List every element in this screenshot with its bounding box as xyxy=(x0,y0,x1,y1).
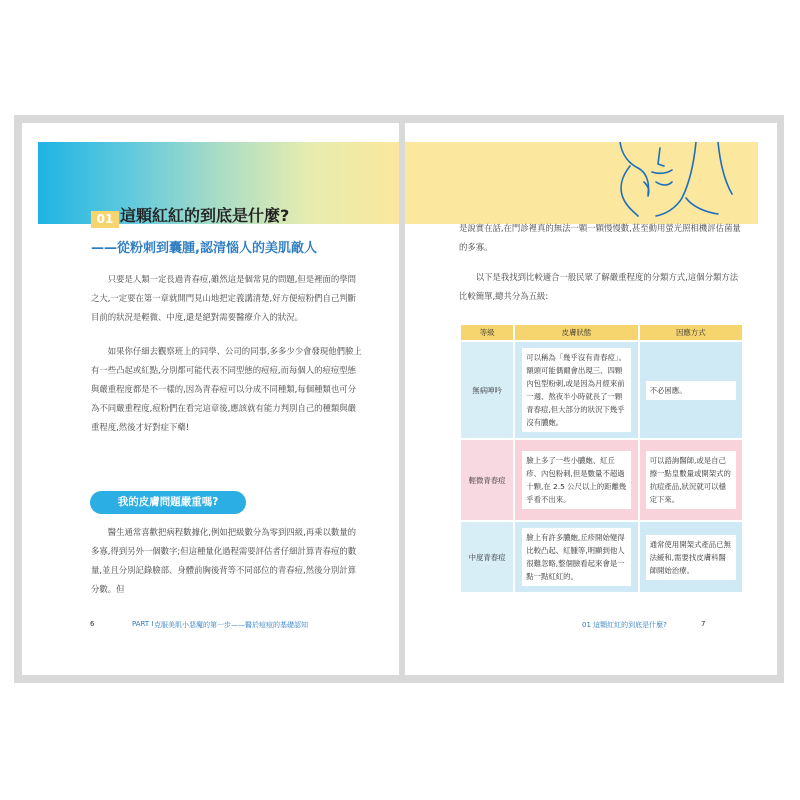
section-subtitle: ——從粉刺到囊腫,認清惱人的美肌敵人 xyxy=(91,241,317,256)
chapter-title: 克服美肌小惡魔的第一步——醫於痘痘的基礎認知 xyxy=(154,621,308,629)
page-number: 7 xyxy=(701,620,706,628)
section-title: 這顆紅紅的到底是什麼? xyxy=(120,206,290,225)
table-header-skin-condition: 皮膚狀態 xyxy=(514,325,638,341)
table-row xyxy=(461,439,742,521)
question-pill-heading: 我的皮膚問題嚴重嗎? xyxy=(90,491,246,514)
level-cell: 無病呻吟 xyxy=(461,341,514,439)
description-text: 可以稱為「幾乎沒有青春痘」。額頭可能偶爾會出現三、四顆內包型粉刺,或是因為月經來前一週、熬夜半小時就長了一顆青春痘,但大部分的狀況下幾乎沒有膿皰。 xyxy=(522,348,630,432)
level-cell: 輕微青春痘 xyxy=(461,439,514,521)
footer-section-title: 這顆紅紅的到底是什麼? xyxy=(593,621,667,629)
table-row xyxy=(461,341,742,439)
handling-text: 可以諮詢醫師,或是自己擦一點皇數量或開架式的抗痘產品,狀況就可以穩定下來。 xyxy=(646,451,736,509)
handling-text: 不必困應。 xyxy=(646,381,736,400)
page-number: 6 xyxy=(90,620,95,628)
table-header-handling: 因應方式 xyxy=(639,325,742,341)
section-number-badge: 01 xyxy=(91,211,119,228)
handling-text: 通常使用開架式產品已無法緩和,需要找皮膚科醫師開始治療。 xyxy=(646,535,736,580)
part-label: PART I xyxy=(132,620,154,628)
right-page xyxy=(405,123,777,675)
footer-section-number: 01 xyxy=(582,621,591,629)
body-paragraph: 是說實在話,在門診裡真的無法一顆一顆慢慢數,甚至動用螢光照相機評估菌量的多寡。 xyxy=(459,223,741,252)
body-paragraph: 只要是人類一定長過青春痘,雖然這是個常見的問題,但是裡面的學問之大,一定要在第一章就開門見山地把定義講清楚,好方便痘粉們自己判斷目前的狀況是輕微、中度,還是絕對需要醫療介入的狀況。 xyxy=(91,274,356,322)
face-line-art-illustration xyxy=(600,142,750,224)
description-text: 臉上多了一些小膿皰、紅丘疹、內包粉刺,但是數量不超過十顆,在 2.5 公尺以上的距離幾乎看不出來。 xyxy=(522,451,630,509)
handling-cell xyxy=(639,439,742,521)
body-paragraph: 以下是我找到比較適合一般民眾了解嚴重程度的分類方式,這個分類方法比較簡單,總共分為五級: xyxy=(459,272,739,301)
table-header-level: 等級 xyxy=(461,325,514,341)
handling-cell xyxy=(639,521,742,592)
description-cell xyxy=(514,439,638,521)
table-header-row xyxy=(461,325,742,341)
body-paragraph: 醫生通常喜歡把病程數據化,例如把級數分為零到四級,再乘以數量的多寡,得到另外一個數字;但這種量化過程需要評估者仔細計算青春痘的數量,並且分別記錄臉部、身體前胸後背等不同部位的青春痘,然後分別計算分數。但 xyxy=(91,527,357,594)
description-cell xyxy=(514,341,638,439)
level-cell: 中度青春痘 xyxy=(461,521,514,592)
table-row xyxy=(461,521,742,592)
body-paragraph: 如果你仔細去觀察班上的同學、公司的同事,多多少少會發現他們臉上有一些凸起或紅點,分別都可能代表不同型態的痘痘,而每個人的痘痘型態與嚴重程度都是不一樣的,因為青春痘可以分成不同種類,每個種類也可分為不同嚴重程度,痘粉們在看完這章後,應該就有能力判別自己的種類與嚴重程度,然後才好對症下藥! xyxy=(91,346,362,432)
description-cell xyxy=(514,521,638,592)
running-footer-title xyxy=(582,620,667,630)
acne-severity-table xyxy=(461,325,742,592)
description-text: 臉上有許多膿皰,丘疹開始變得比較凸起、紅腫等,明顯到他人很難忽略,整個臉看起來會是一點一點紅紅的。 xyxy=(522,528,630,586)
header-yellow-band xyxy=(405,142,758,224)
left-page xyxy=(22,123,399,675)
handling-cell xyxy=(639,341,742,439)
